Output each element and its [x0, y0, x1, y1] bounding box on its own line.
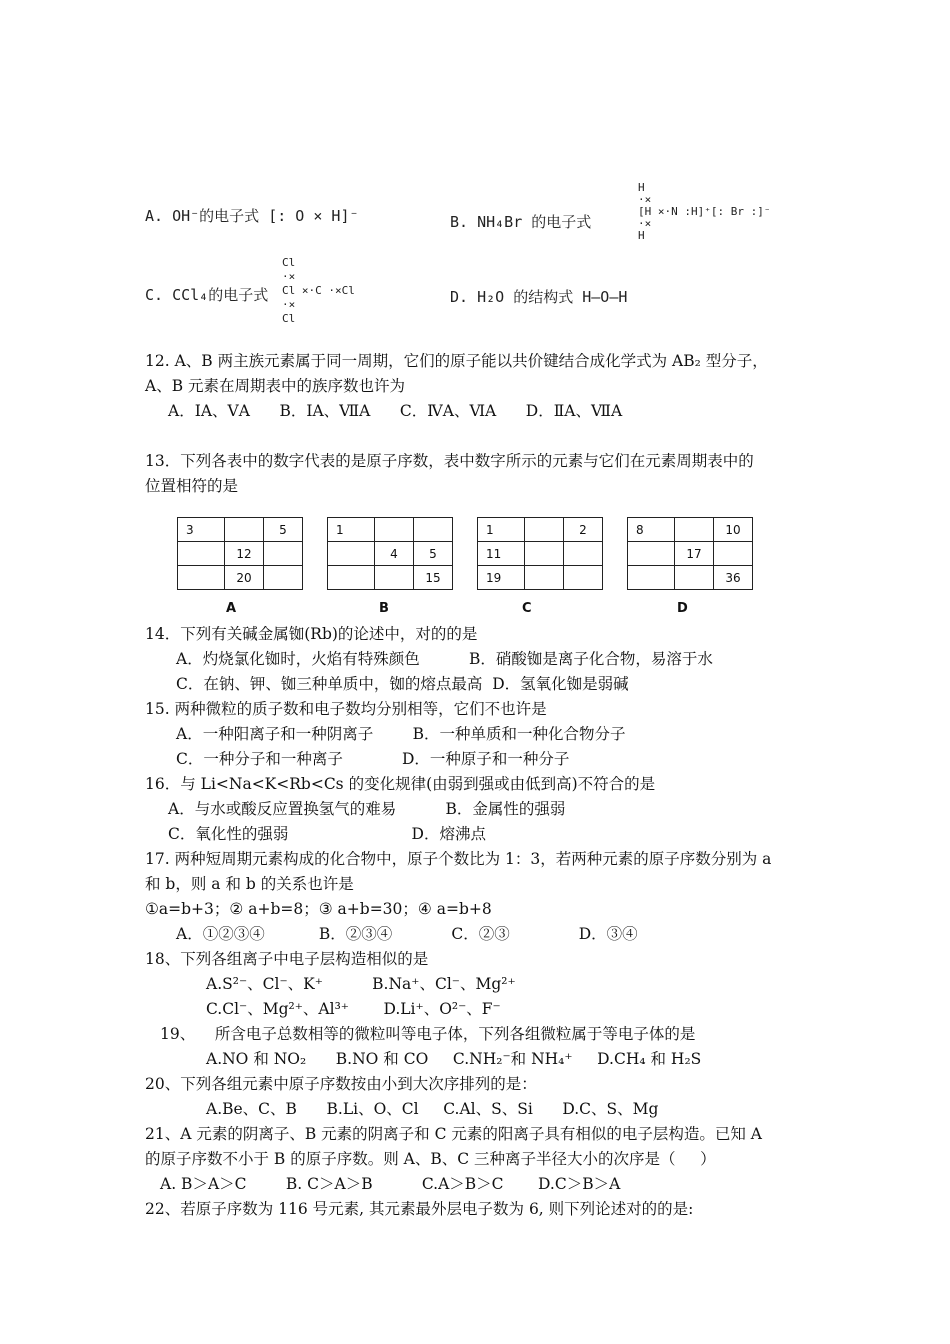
table-c-cell — [525, 566, 564, 590]
table-a-cell: 3 — [178, 518, 225, 542]
q12-line2: A、B 元素在周期表中的族序数也许为 — [145, 377, 406, 395]
q15-line2: A．一种阳离子和一种阴离子 B．一种单质和一种化合物分子 — [176, 725, 626, 743]
table-b-label: B — [379, 601, 389, 616]
q17-line3: ①a=b+3；② a+b=8；③ a+b=30；④ a=b+8 — [145, 900, 492, 918]
table-b-cell: 5 — [414, 542, 453, 566]
option-c-ccl4: C. CCl₄的电子式 — [145, 286, 269, 304]
table-c-cell: 1 — [478, 518, 525, 542]
q17-line1: 17. 两种短周期元素构成的化合物中，原子个数比为 1：3，若两种元素的原子序数分别为 a — [145, 850, 772, 868]
table-a — [177, 517, 303, 590]
table-a-cell: 20 — [225, 566, 264, 590]
table-d-cell — [628, 566, 675, 590]
table-c-cell: 19 — [478, 566, 525, 590]
table-a-cell — [264, 542, 303, 566]
table-c-cell: 2 — [564, 518, 603, 542]
table-d-cell: 10 — [714, 518, 753, 542]
table-d-cell — [675, 566, 714, 590]
option-b-nh4br: B. NH₄Br 的电子式 — [450, 213, 592, 231]
q17-options: A．①②③④ B．②③④ C．②③ D．③④ — [176, 925, 638, 943]
q12-line1: 12. A、B 两主族元素属于同一周期，它们的原子能以共价键结合成化学式为 AB₂ 型分子， — [145, 352, 768, 370]
q20-line1: 20、下列各组元素中原子序数按由小到大次序排列的是： — [145, 1075, 537, 1093]
table-c-cell — [564, 542, 603, 566]
table-d-cell — [675, 518, 714, 542]
q22-line1: 22、若原子序数为 116 号元素, 其元素最外层电子数为 6, 则下列论述对的的是: — [145, 1200, 694, 1218]
table-c-cell — [525, 518, 564, 542]
nh4br-dot-structure: H ·× [H ×·N :H]⁺[: Br :]⁻ ·× H — [638, 181, 771, 242]
q13-line1: 13．下列各表中的数字代表的是原子序数，表中数字所示的元素与它们在元素周期表中的 — [145, 452, 754, 470]
q14-line1: 14．下列有关碱金属铷(Rb)的论述中，对的的是 — [145, 625, 478, 643]
table-b-cell — [414, 518, 453, 542]
table-b-cell — [375, 518, 414, 542]
table-c — [477, 517, 603, 590]
table-b-cell: 15 — [414, 566, 453, 590]
table-c-label: C — [522, 601, 532, 616]
table-a-cell — [225, 518, 264, 542]
table-c-cell: 11 — [478, 542, 525, 566]
q16-line3: C．氧化性的强弱 D．熔沸点 — [168, 825, 486, 843]
table-b-cell — [328, 566, 375, 590]
q16-line1: 16．与 Li<Na<K<Rb<Cs 的变化规律(由弱到强或由低到高)不符合的是 — [145, 775, 656, 793]
option-d-h2o: D. H₂O 的结构式 H—O—H — [450, 288, 628, 306]
option-a-oh: A. OH⁻的电子式 [: O ⨯ H]⁻ — [145, 207, 359, 225]
q16-line2: A．与水或酸反应置换氢气的难易 B．金属性的强弱 — [168, 800, 566, 818]
table-c-cell — [525, 542, 564, 566]
table-a-cell: 5 — [264, 518, 303, 542]
q21-options: A. B＞A＞C B. C＞A＞B C.A＞B＞C D.C＞B＞A — [160, 1175, 621, 1193]
table-d-label: D — [677, 601, 688, 616]
table-b-cell — [328, 542, 375, 566]
table-d-cell — [714, 542, 753, 566]
table-b — [327, 517, 453, 590]
table-d-cell: 8 — [628, 518, 675, 542]
table-d-cell: 17 — [675, 542, 714, 566]
q21-line2: 的原子序数不小于 B 的原子序数。则 A、B、C 三种离子半径大小的次序是（ ） — [145, 1150, 716, 1168]
q19-line2: A.NO 和 NO₂ B.NO 和 CO C.NH₂⁻和 NH₄⁺ D.CH₄ 和 H₂S — [206, 1050, 702, 1068]
ccl4-dot-structure: Cl ·× Cl ×·C ·×Cl ·× Cl — [282, 256, 355, 325]
table-d — [627, 517, 753, 590]
q14-line2: A．灼烧氯化铷时，火焰有特殊颜色 B．硝酸铷是离子化合物，易溶于水 — [176, 650, 713, 668]
table-d-cell — [628, 542, 675, 566]
table-a-label: A — [226, 601, 237, 616]
table-a-cell — [178, 542, 225, 566]
q21-line1: 21、A 元素的阴离子、B 元素的阴离子和 C 元素的阳离子具有相似的电子层构造。已知 A — [145, 1125, 762, 1143]
q18-line3: C.Cl⁻、Mg²⁺、Al³⁺ D.Li⁺、O²⁻、F⁻ — [206, 1000, 501, 1018]
q19-line1: 19、 所含电子总数相等的微粒叫等电子体，下列各组微粒属于等电子体的是 — [160, 1025, 696, 1043]
q17-line2: 和 b，则 a 和 b 的关系也许是 — [145, 875, 354, 893]
table-a-cell — [264, 566, 303, 590]
table-b-cell: 4 — [375, 542, 414, 566]
q15-line1: 15. 两种微粒的质子数和电子数均分别相等，它们不也许是 — [145, 700, 547, 718]
q18-line1: 18、下列各组离子中电子层构造相似的是 — [145, 950, 429, 968]
q15-line3: C．一种分子和一种离子 D．一种原子和一种分子 — [176, 750, 570, 768]
q13-line2: 位置相符的是 — [145, 477, 239, 495]
table-c-cell — [564, 566, 603, 590]
table-a-cell — [178, 566, 225, 590]
table-b-cell — [375, 566, 414, 590]
q14-line3: C．在钠、钾、铷三种单质中，铷的熔点最高 D．氢氧化铷是弱碱 — [176, 675, 629, 693]
table-b-cell: 1 — [328, 518, 375, 542]
table-d-cell: 36 — [714, 566, 753, 590]
table-a-cell: 12 — [225, 542, 264, 566]
q12-options: A．ⅠA、ⅤA B．ⅠA、ⅦA C．ⅣA、ⅥA D．ⅡA、ⅦA — [168, 402, 623, 420]
q20-line2: A.Be、C、B B.Li、O、Cl C.Al、S、Si D.C、S、Mg — [206, 1100, 659, 1118]
q18-line2: A.S²⁻、Cl⁻、K⁺ B.Na⁺、Cl⁻、Mg²⁺ — [206, 975, 516, 993]
